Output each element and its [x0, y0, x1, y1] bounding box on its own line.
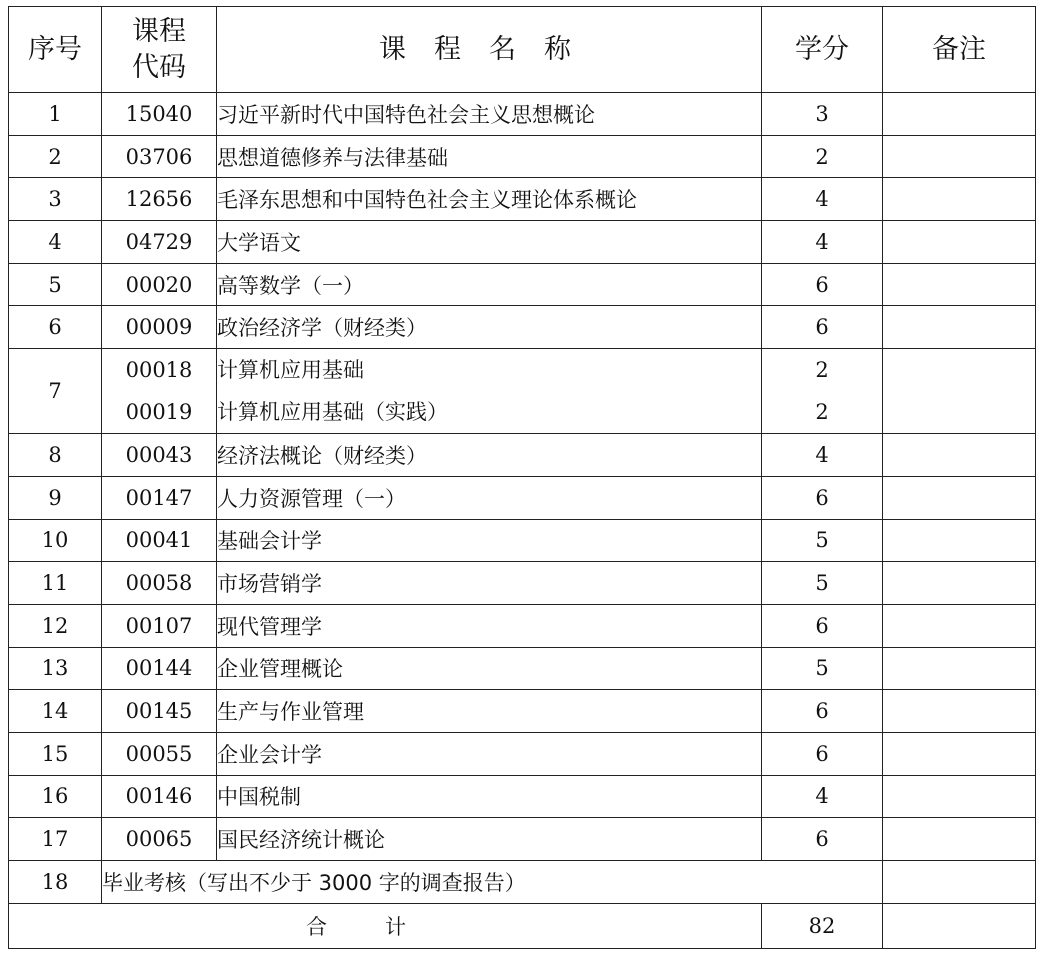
row-course-name-2: 计算机应用基础（实践） — [217, 400, 448, 425]
row-course-name: 生产与作业管理 — [217, 690, 762, 733]
row-credit-2: 2 — [815, 400, 829, 425]
row-remark — [883, 604, 1036, 647]
table-row — [9, 732, 1036, 775]
table-row — [9, 604, 1036, 647]
row-credit: 6 — [762, 604, 883, 647]
header-index: 序号 — [9, 7, 102, 93]
row-credit: 5 — [762, 519, 883, 562]
row-remark — [883, 306, 1036, 349]
table-row — [9, 476, 1036, 519]
row-course-name: 中国税制 — [217, 775, 762, 818]
row-index: 9 — [9, 476, 102, 519]
row-code: 03706 — [102, 135, 217, 178]
row-credit: 6 — [762, 818, 883, 861]
row-remark — [883, 349, 1036, 434]
row-code: 12656 — [102, 178, 217, 221]
row-credit: 5 — [762, 562, 883, 605]
row-course-name: 市场营销学 — [217, 562, 762, 605]
table-row — [9, 178, 1036, 221]
row-course-name: 政治经济学（财经类） — [217, 306, 762, 349]
row-remark — [883, 818, 1036, 861]
row-code-group — [102, 349, 217, 434]
row-remark — [883, 775, 1036, 818]
row-credit: 5 — [762, 647, 883, 690]
graduation-row — [9, 861, 1036, 904]
row-code: 00041 — [102, 519, 217, 562]
total-label: 合计 — [9, 903, 762, 948]
row-remark — [883, 263, 1036, 306]
row-credit: 4 — [762, 775, 883, 818]
row-code: 00009 — [102, 306, 217, 349]
row-course-name: 现代管理学 — [217, 604, 762, 647]
row-credit: 4 — [762, 178, 883, 221]
row-index: 16 — [9, 775, 102, 818]
row-index: 1 — [9, 93, 102, 136]
header-code-text: 课程代码 — [132, 15, 186, 83]
row-index: 5 — [9, 263, 102, 306]
table-row — [9, 647, 1036, 690]
table-row — [9, 263, 1036, 306]
row-credit: 4 — [762, 434, 883, 477]
total-row — [9, 903, 1036, 948]
row-remark — [883, 93, 1036, 136]
row-code: 15040 — [102, 93, 217, 136]
row-index: 13 — [9, 647, 102, 690]
header-credit: 学分 — [762, 7, 883, 93]
row-code: 00147 — [102, 476, 217, 519]
row-credit: 6 — [762, 732, 883, 775]
row-index: 12 — [9, 604, 102, 647]
graduation-text: 毕业考核（写出不少于 3000 字的调查报告） — [102, 861, 883, 904]
row-course-name: 习近平新时代中国特色社会主义思想概论 — [217, 93, 762, 136]
row-remark — [883, 690, 1036, 733]
row-remark — [883, 221, 1036, 264]
header-course-name: 课程名称 — [217, 7, 762, 93]
row-code: 04729 — [102, 221, 217, 264]
row-remark — [883, 562, 1036, 605]
row-code: 00144 — [102, 647, 217, 690]
row-index: 15 — [9, 732, 102, 775]
table-row — [9, 434, 1036, 477]
row-remark — [883, 861, 1036, 904]
row-course-name: 高等数学（一） — [217, 263, 762, 306]
row-code: 00020 — [102, 263, 217, 306]
table-row — [9, 306, 1036, 349]
row-course-name-group — [217, 349, 762, 434]
row-remark — [883, 519, 1036, 562]
row-course-name: 大学语文 — [217, 221, 762, 264]
row-code: 00065 — [102, 818, 217, 861]
row-index: 11 — [9, 562, 102, 605]
row-code-2: 00019 — [125, 400, 193, 425]
table-row — [9, 519, 1036, 562]
row-index: 17 — [9, 818, 102, 861]
row-code: 00146 — [102, 775, 217, 818]
row-remark — [883, 647, 1036, 690]
table-row-double — [9, 349, 1036, 434]
row-credit: 2 — [815, 358, 829, 383]
row-remark — [883, 135, 1036, 178]
row-course-name: 经济法概论（财经类） — [217, 434, 762, 477]
row-course-name: 企业会计学 — [217, 732, 762, 775]
row-credit: 6 — [762, 476, 883, 519]
table-row — [9, 135, 1036, 178]
row-credit: 6 — [762, 690, 883, 733]
row-remark — [883, 178, 1036, 221]
header-code — [102, 7, 217, 93]
row-index: 4 — [9, 221, 102, 264]
row-course-name: 人力资源管理（一） — [217, 476, 762, 519]
row-index: 14 — [9, 690, 102, 733]
row-code: 00055 — [102, 732, 217, 775]
row-course-name: 思想道德修养与法律基础 — [217, 135, 762, 178]
table-row — [9, 818, 1036, 861]
table-row — [9, 690, 1036, 733]
header-remark: 备注 — [883, 7, 1036, 93]
row-index: 7 — [9, 349, 102, 434]
row-remark — [883, 476, 1036, 519]
total-credit: 82 — [762, 903, 883, 948]
table-row — [9, 93, 1036, 136]
row-credit: 6 — [762, 263, 883, 306]
row-credit-group — [762, 349, 883, 434]
table-row — [9, 562, 1036, 605]
row-course-name: 计算机应用基础 — [217, 358, 364, 383]
row-remark — [883, 434, 1036, 477]
row-index: 18 — [9, 861, 102, 904]
row-course-name: 基础会计学 — [217, 519, 762, 562]
row-index: 2 — [9, 135, 102, 178]
row-course-name: 企业管理概论 — [217, 647, 762, 690]
course-plan-table — [8, 6, 1036, 949]
row-code: 00043 — [102, 434, 217, 477]
row-index: 8 — [9, 434, 102, 477]
row-credit: 3 — [762, 93, 883, 136]
row-index: 3 — [9, 178, 102, 221]
row-course-name: 毛泽东思想和中国特色社会主义理论体系概论 — [217, 178, 762, 221]
row-remark — [883, 903, 1036, 948]
table-row — [9, 221, 1036, 264]
row-credit: 6 — [762, 306, 883, 349]
row-code: 00145 — [102, 690, 217, 733]
row-remark — [883, 732, 1036, 775]
row-code: 00018 — [125, 358, 193, 383]
row-code: 00058 — [102, 562, 217, 605]
table-row — [9, 775, 1036, 818]
row-index: 6 — [9, 306, 102, 349]
row-credit: 4 — [762, 221, 883, 264]
row-credit: 2 — [762, 135, 883, 178]
row-index: 10 — [9, 519, 102, 562]
row-code: 00107 — [102, 604, 217, 647]
header-row — [9, 7, 1036, 93]
row-course-name: 国民经济统计概论 — [217, 818, 762, 861]
